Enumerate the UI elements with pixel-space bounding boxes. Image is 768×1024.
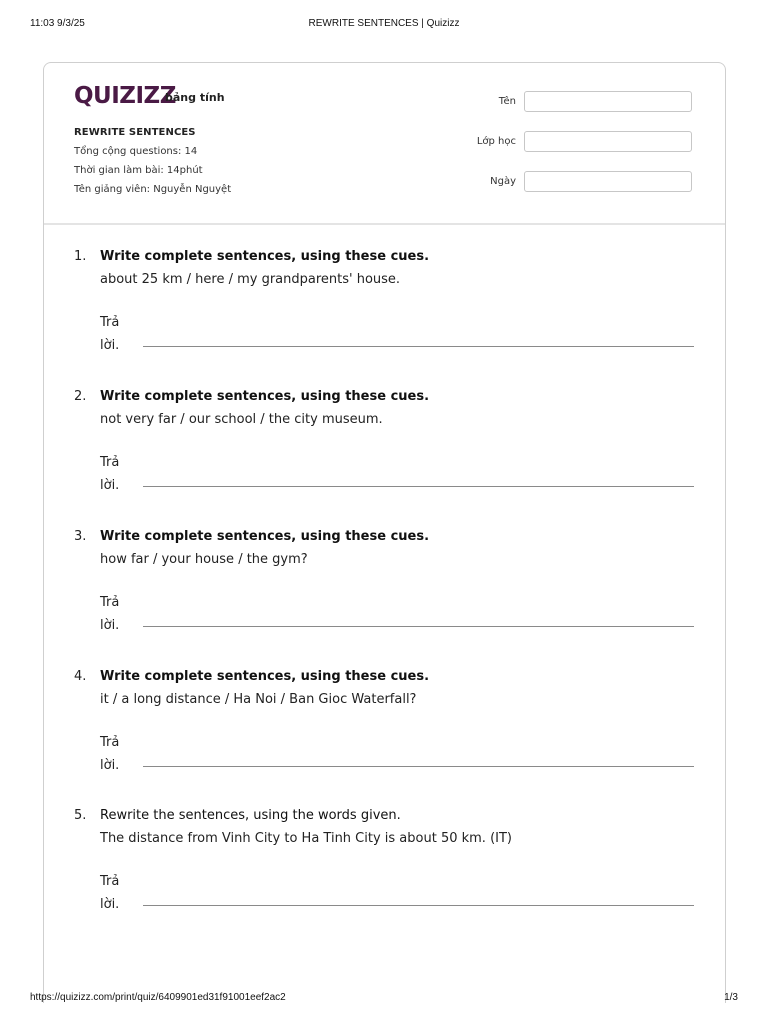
question-cue: not very far / our school / the city museum. xyxy=(100,412,383,427)
print-footer xyxy=(30,992,738,1008)
question-prompt: Write complete sentences, using these cues. xyxy=(100,669,430,684)
answer-label: Trả lời. xyxy=(100,595,120,633)
answer-label: Trả lời. xyxy=(100,315,120,353)
question-item xyxy=(44,389,725,519)
name-label: Tên xyxy=(498,96,516,107)
answer-label: Trả lời. xyxy=(100,455,120,493)
answer-label: Trả lời. xyxy=(100,735,120,773)
answer-line[interactable] xyxy=(143,905,694,906)
class-field[interactable] xyxy=(524,131,692,152)
class-label: Lớp học xyxy=(476,136,516,147)
answer-line[interactable] xyxy=(143,346,694,347)
answer-line[interactable] xyxy=(143,626,694,627)
question-cue: it / a long distance / Ha Noi / Ban Gioc Waterfall? xyxy=(100,692,417,707)
name-field[interactable] xyxy=(524,91,692,112)
logo-subtitle: bảng tính xyxy=(165,91,225,104)
question-cue: The distance from Vinh City to Ha Tinh City is about 50 km. (IT) xyxy=(100,831,512,846)
answer-line[interactable] xyxy=(143,766,694,767)
question-cue: how far / your house / the gym? xyxy=(100,552,308,567)
question-item xyxy=(44,249,725,379)
question-cue: about 25 km / here / my grandparents' house. xyxy=(100,272,401,287)
question-number: 4. xyxy=(74,669,87,684)
page-url: https://quizizz.com/print/quiz/6409901ed31f91001eef2ac2 xyxy=(30,992,286,1003)
total-questions: Tổng cộng questions: 14 xyxy=(74,146,198,157)
time-limit: Thời gian làm bài: 14phút xyxy=(74,165,203,176)
question-prompt: Write complete sentences, using these cues. xyxy=(100,529,430,544)
question-prompt: Write complete sentences, using these cues. xyxy=(100,389,430,404)
worksheet-header xyxy=(44,63,725,225)
print-page-title: REWRITE SENTENCES | Quizizz xyxy=(308,18,460,29)
date-field[interactable] xyxy=(524,171,692,192)
quiz-title: REWRITE SENTENCES xyxy=(74,127,196,138)
question-number: 1. xyxy=(74,249,87,264)
date-label: Ngày xyxy=(490,176,516,187)
question-prompt: Rewrite the sentences, using the words given. xyxy=(100,808,401,823)
question-item xyxy=(44,529,725,659)
quizizz-logo: QUIZIZZ xyxy=(74,83,176,109)
question-number: 2. xyxy=(74,389,87,404)
question-number: 3. xyxy=(74,529,87,544)
question-prompt: Write complete sentences, using these cues. xyxy=(100,249,430,264)
worksheet-card xyxy=(43,62,726,1003)
answer-label: Trả lời. xyxy=(100,874,120,912)
page-number: 1/3 xyxy=(724,992,738,1003)
question-number: 5. xyxy=(74,808,87,823)
question-item xyxy=(44,669,725,799)
print-timestamp: 11:03 9/3/25 xyxy=(30,18,85,29)
question-item xyxy=(44,808,725,938)
teacher-name: Tên giảng viên: Nguyễn Nguyệt xyxy=(74,184,232,195)
answer-line[interactable] xyxy=(143,486,694,487)
print-header xyxy=(30,18,738,34)
